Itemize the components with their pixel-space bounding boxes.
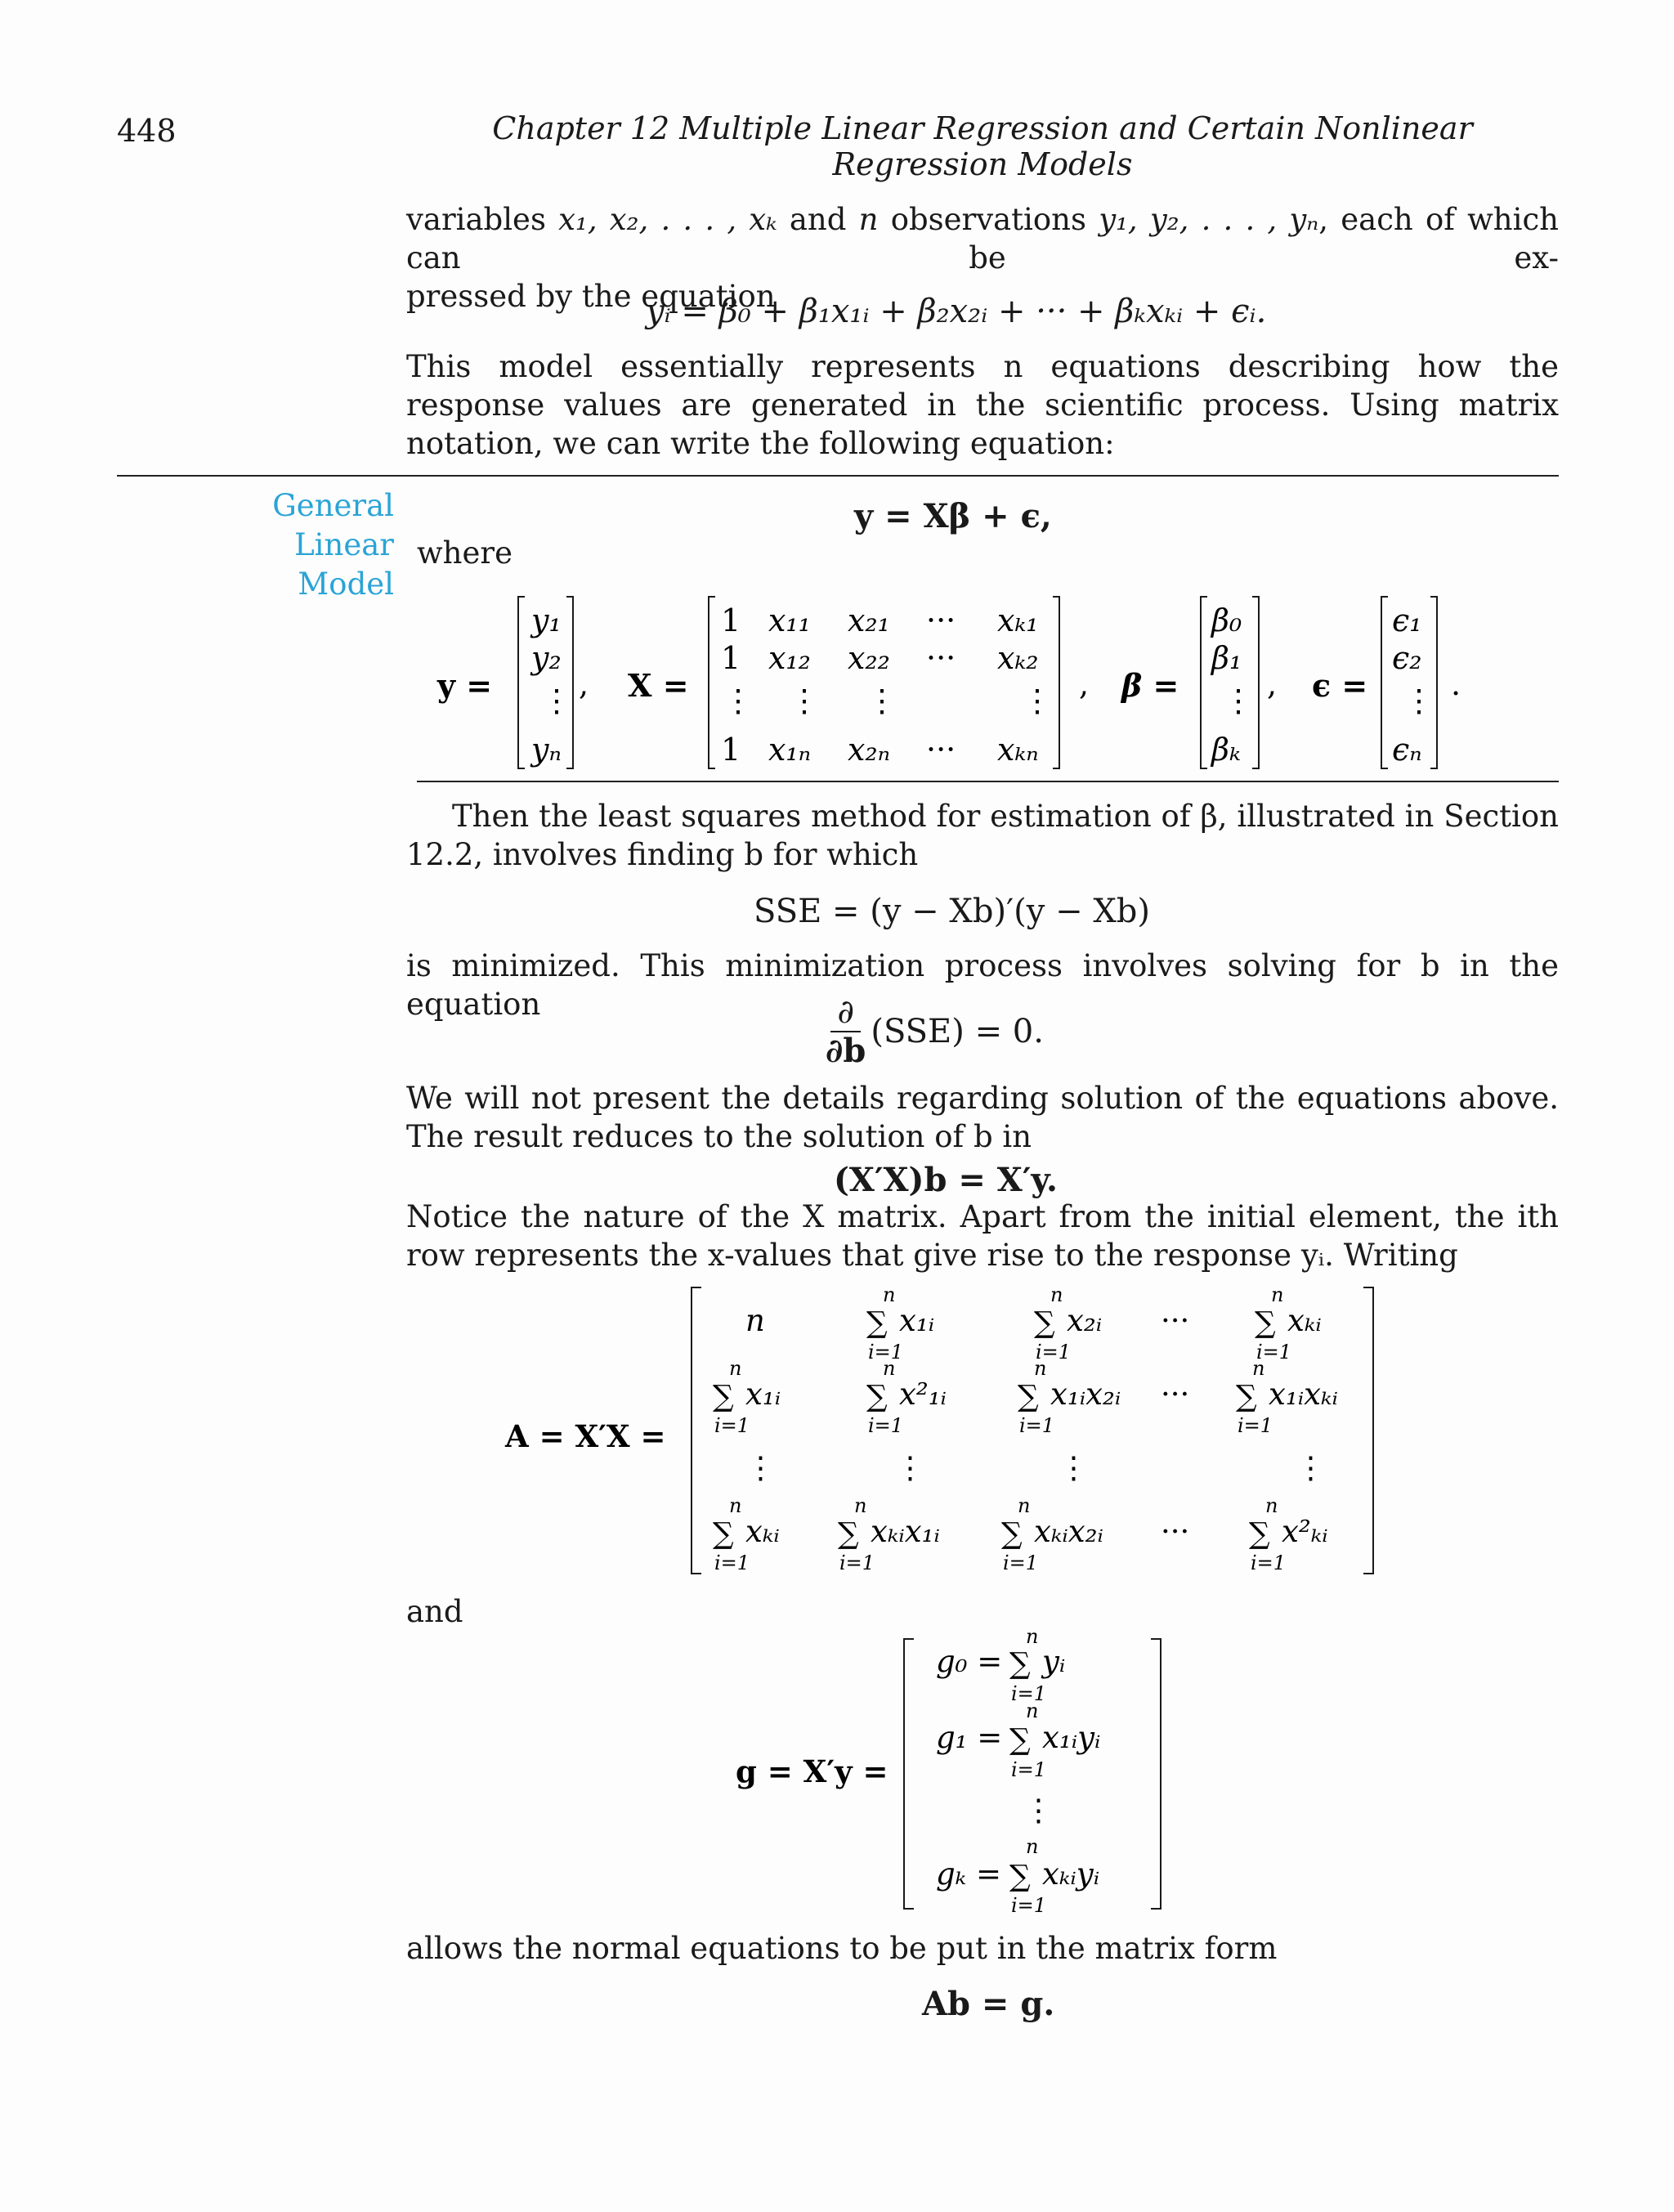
epsilon-entry: ⋮ xyxy=(1403,683,1435,719)
svg-text:i=1: i=1 xyxy=(1003,1552,1039,1574)
svg-text:···: ··· xyxy=(926,602,956,638)
matrix-form-paragraph: allows the normal equations to be put in the matrix form xyxy=(406,1931,1278,1966)
y-entry: y₂ xyxy=(531,640,562,676)
svg-text:xₖᵢ: xₖᵢ xyxy=(1287,1303,1322,1338)
svg-text:···: ··· xyxy=(1161,1514,1190,1549)
solution-paragraph: We will not present the details regarding solution of the equations above. The result reduces to the solution of b in xyxy=(406,1081,1559,1154)
svg-text:n: n xyxy=(1050,1283,1063,1306)
svg-text:i=1: i=1 xyxy=(1011,1758,1047,1781)
svg-text:⋮: ⋮ xyxy=(866,683,897,719)
model-equation: yᵢ = β₀ + β₁x₁ᵢ + β₂x₂ᵢ + ··· + βₖxₖᵢ + ϵᵢ. xyxy=(646,293,1267,330)
svg-text:n: n xyxy=(729,1494,742,1517)
svg-text:x₁ᵢxₖᵢ: x₁ᵢxₖᵢ xyxy=(1269,1377,1338,1412)
svg-text:n: n xyxy=(883,1357,896,1380)
svg-text:i=1: i=1 xyxy=(714,1414,750,1437)
svg-text:···: ··· xyxy=(926,732,956,768)
svg-text:∑: ∑ xyxy=(1009,1860,1031,1893)
y-entry: yₙ xyxy=(531,732,562,768)
svg-text:1: 1 xyxy=(721,602,741,638)
svg-text:x₁ᵢyᵢ: x₁ᵢyᵢ xyxy=(1042,1720,1101,1755)
svg-text:xₖᵢx₂ᵢ: xₖᵢx₂ᵢ xyxy=(1034,1514,1103,1549)
top-rule xyxy=(117,475,1559,477)
svg-text:n: n xyxy=(1252,1357,1265,1380)
svg-text:⋮: ⋮ xyxy=(789,683,820,719)
beta-entry: ⋮ xyxy=(1223,683,1254,719)
epsilon-label: ϵ = xyxy=(1312,667,1368,704)
svg-text:xₖₙ: xₖₙ xyxy=(997,732,1039,768)
y-label: y = xyxy=(437,667,493,704)
svg-text:n: n xyxy=(745,1303,765,1338)
margin-note: General Linear Model xyxy=(272,488,394,602)
svg-text:x₂₂: x₂₂ xyxy=(848,640,890,676)
svg-text:i=1: i=1 xyxy=(1011,1894,1047,1917)
epsilon-entry: ϵ₁ xyxy=(1392,602,1422,638)
svg-text:∑: ∑ xyxy=(1249,1517,1270,1551)
svg-text:n: n xyxy=(1018,1494,1031,1517)
svg-text:yᵢ: yᵢ xyxy=(1042,1644,1066,1679)
derivative-rest: (SSE) = 0. xyxy=(871,1013,1044,1050)
svg-text:,: , xyxy=(1267,666,1278,702)
svg-text:n: n xyxy=(854,1494,867,1517)
svg-text:x₁ₙ: x₁ₙ xyxy=(768,732,812,768)
svg-text:∑: ∑ xyxy=(1034,1306,1055,1340)
svg-text:∑: ∑ xyxy=(713,1517,734,1551)
svg-text:∑: ∑ xyxy=(838,1517,859,1551)
A-row xyxy=(713,1357,1338,1437)
minimization-paragraph: is minimized. This minimization process involves solving for b in the equation xyxy=(406,948,1559,1022)
beta-entry: β₁ xyxy=(1211,640,1242,676)
glm-equation: y = Xβ + ϵ, xyxy=(854,497,1052,535)
X-row xyxy=(721,640,1039,676)
svg-text:xₖᵢ: xₖᵢ xyxy=(745,1514,780,1549)
svg-text:∑: ∑ xyxy=(1009,1647,1031,1681)
svg-text:⋮: ⋮ xyxy=(1023,1793,1054,1828)
svg-text:,: , xyxy=(579,666,589,702)
svg-text:gₖ =: gₖ = xyxy=(936,1856,1001,1892)
svg-text:n: n xyxy=(729,1357,742,1380)
epsilon-entry: ϵₙ xyxy=(1392,732,1422,768)
beta-entry: βₖ xyxy=(1211,732,1241,768)
svg-text:∑: ∑ xyxy=(866,1380,888,1413)
svg-text:.: . xyxy=(1451,666,1461,702)
svg-text:∑: ∑ xyxy=(1001,1517,1023,1551)
A-label: A = X′X = xyxy=(505,1418,666,1454)
svg-text:xₖᵢx₁ᵢ: xₖᵢx₁ᵢ xyxy=(871,1514,940,1549)
g-row xyxy=(936,1835,1099,1917)
svg-text:i=1: i=1 xyxy=(1036,1341,1072,1363)
svg-text:1: 1 xyxy=(721,732,741,768)
svg-text:⋮: ⋮ xyxy=(1296,1450,1326,1485)
X-label: X = xyxy=(628,667,689,704)
svg-text:i=1: i=1 xyxy=(1238,1414,1273,1437)
svg-text:i=1: i=1 xyxy=(1251,1552,1287,1574)
epsilon-entry: ϵ₂ xyxy=(1392,640,1422,676)
normal-equation: (X′X)b = X′y. xyxy=(834,1161,1058,1199)
svg-text:n: n xyxy=(1026,1699,1039,1722)
svg-text:i=1: i=1 xyxy=(868,1341,904,1363)
svg-text:∑: ∑ xyxy=(1009,1723,1031,1757)
svg-text:x²ₖᵢ: x²ₖᵢ xyxy=(1282,1514,1328,1549)
svg-text:i=1: i=1 xyxy=(1256,1341,1292,1363)
svg-text:1: 1 xyxy=(721,640,741,676)
svg-text:n: n xyxy=(1271,1283,1284,1306)
svg-text:⋮: ⋮ xyxy=(723,683,754,719)
svg-text:∑: ∑ xyxy=(1018,1380,1039,1413)
svg-text:xₖᵢyᵢ: xₖᵢyᵢ xyxy=(1042,1856,1100,1892)
x-matrix-paragraph: Notice the nature of the X matrix. Apart from the initial element, the ith row represents the x-values that give rise to the response yᵢ. Writing xyxy=(406,1199,1559,1273)
intro-paragraph: variables x₁, x₂, . . . , xₖ and n observations y₁, y₂, . . . , yₙ, each of which can be ex- pressed by the equation xyxy=(406,202,1560,314)
svg-text:∑: ∑ xyxy=(866,1306,888,1340)
svg-text:g₀ =: g₀ = xyxy=(936,1644,1003,1679)
svg-text:∑: ∑ xyxy=(1236,1380,1257,1413)
g-row xyxy=(936,1699,1101,1781)
beta-label: β = xyxy=(1121,667,1179,704)
where-label: where xyxy=(417,535,512,571)
svg-text:⋮: ⋮ xyxy=(1022,683,1053,719)
svg-text:x²₁ᵢ: x²₁ᵢ xyxy=(899,1377,947,1412)
derivative-equation xyxy=(826,993,1044,1070)
X-row xyxy=(723,683,1053,719)
A-row xyxy=(745,1450,1326,1485)
svg-text:⋮: ⋮ xyxy=(895,1450,925,1485)
svg-text:i=1: i=1 xyxy=(839,1552,875,1574)
svg-text:n: n xyxy=(1265,1494,1278,1517)
g-row xyxy=(936,1631,1065,1705)
g-row xyxy=(1023,1793,1054,1828)
svg-text:x₁ᵢx₂ᵢ: x₁ᵢx₂ᵢ xyxy=(1050,1377,1121,1412)
g-vector xyxy=(719,1631,1177,1917)
sse-equation: SSE = (y − Xb)′(y − Xb) xyxy=(754,893,1150,930)
derivative-numerator: ∂ xyxy=(830,993,861,1032)
svg-text:⋮: ⋮ xyxy=(745,1450,776,1485)
y-entry: y₁ xyxy=(531,602,562,638)
matrix-definitions xyxy=(417,589,1559,777)
svg-text:,: , xyxy=(1079,666,1090,702)
svg-text:···: ··· xyxy=(1161,1303,1190,1338)
A-row xyxy=(745,1283,1322,1363)
final-equation: Ab = g. xyxy=(922,1985,1055,2023)
svg-text:x₂ₙ: x₂ₙ xyxy=(848,732,891,768)
X-row xyxy=(721,732,1039,768)
svg-text:x₂ᵢ: x₂ᵢ xyxy=(1067,1303,1103,1338)
svg-text:n: n xyxy=(1026,1835,1039,1858)
y-entry: ⋮ xyxy=(541,683,572,719)
bottom-rule xyxy=(417,781,1559,782)
svg-text:n: n xyxy=(1026,1631,1039,1648)
svg-text:i=1: i=1 xyxy=(1011,1682,1047,1705)
derivative-denominator: ∂b xyxy=(826,1032,866,1070)
A-row xyxy=(713,1494,1328,1574)
g-label: g = X′y = xyxy=(736,1753,888,1789)
running-head: Chapter 12 Multiple Linear Regression and Certain Nonlinear Regression Models xyxy=(492,110,1473,182)
svg-text:n: n xyxy=(883,1283,896,1306)
svg-text:···: ··· xyxy=(1161,1377,1190,1412)
svg-text:xₖ₂: xₖ₂ xyxy=(997,640,1039,676)
svg-text:g₁ =: g₁ = xyxy=(936,1720,1003,1755)
svg-text:x₂₁: x₂₁ xyxy=(848,602,890,638)
svg-text:···: ··· xyxy=(926,640,956,676)
svg-text:n: n xyxy=(1034,1357,1047,1380)
and-label: and xyxy=(406,1594,463,1629)
svg-text:x₁₂: x₁₂ xyxy=(768,640,811,676)
svg-text:xₖ₁: xₖ₁ xyxy=(997,602,1039,638)
A-matrix xyxy=(490,1283,1406,1578)
svg-text:i=1: i=1 xyxy=(868,1414,904,1437)
svg-text:∑: ∑ xyxy=(1255,1306,1276,1340)
svg-text:i=1: i=1 xyxy=(1019,1414,1055,1437)
svg-text:i=1: i=1 xyxy=(714,1552,750,1574)
X-row xyxy=(721,602,1039,638)
svg-text:x₁ᵢ: x₁ᵢ xyxy=(745,1377,781,1412)
page-number: 448 xyxy=(117,113,177,149)
matrix-notation-paragraph: This model essentially represents n equations describing how the response values are generated in the scientific process. Using matrix notation, we can write the following equation: xyxy=(406,349,1559,461)
svg-text:∑: ∑ xyxy=(713,1380,734,1413)
svg-text:x₁₁: x₁₁ xyxy=(768,602,811,638)
svg-text:x₁ᵢ: x₁ᵢ xyxy=(899,1303,935,1338)
svg-text:⋮: ⋮ xyxy=(1059,1450,1089,1485)
beta-entry: β₀ xyxy=(1211,602,1242,638)
least-squares-paragraph: Then the least squares method for estimation of β, illustrated in Section 12.2, involves finding b for which xyxy=(406,799,1559,872)
